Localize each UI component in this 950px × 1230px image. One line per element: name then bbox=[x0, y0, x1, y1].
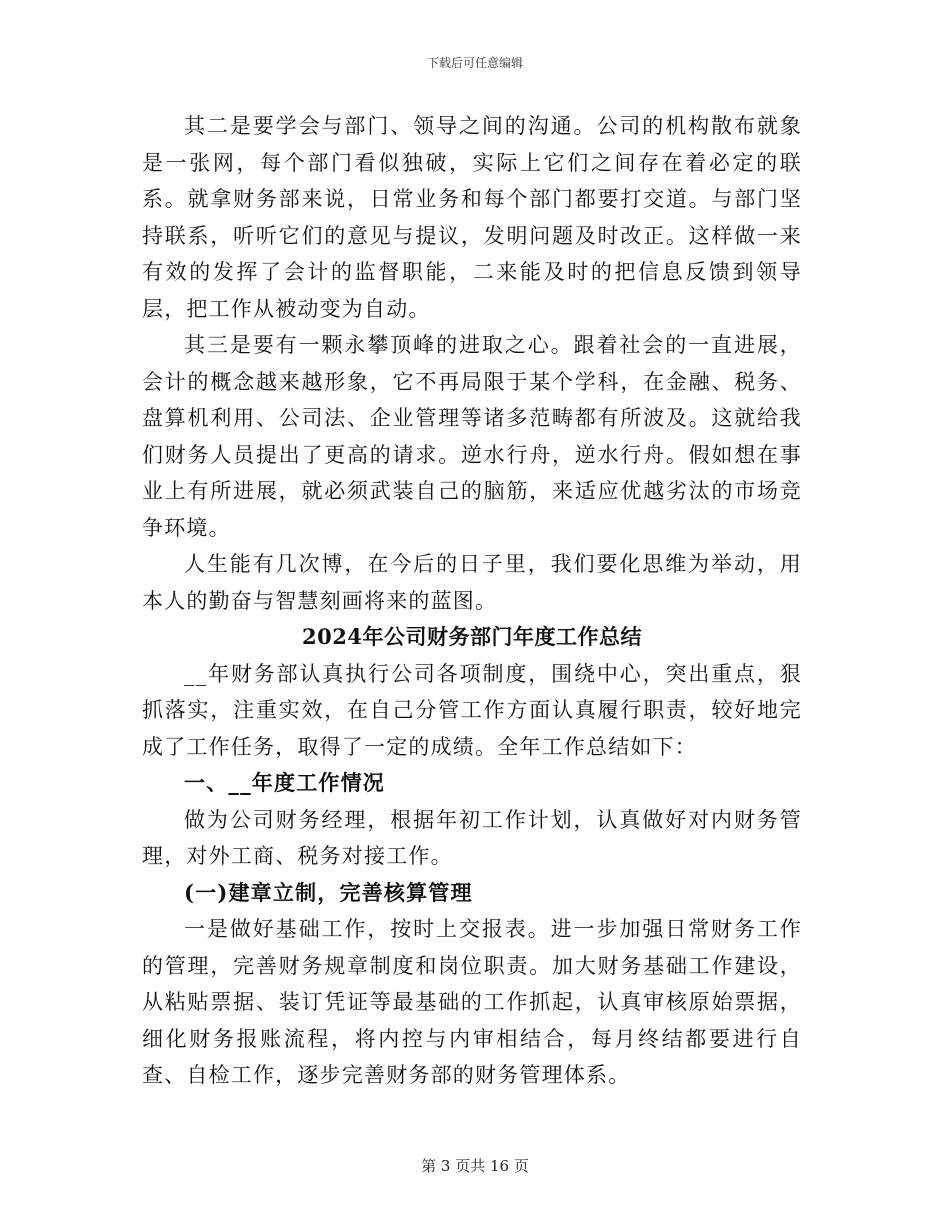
paragraph: 一是做好基础工作，按时上交报表。进一步加强日常财务工作的管理，完善财务规章制度和岗位职责。加大财务基础工作建设，从粘贴票据、装订凭证等最基础的工作抓起，认真审核原始票据，细化财务报账流程，将内控与内审相结合，每月终结都要进行自查、自检工作，逐步完善财务部的财务管理体系。 bbox=[142, 917, 802, 1087]
paragraph: __年财务部认真执行公司各项制度，围绕中心，突出重点，狠抓落实，注重实效，在自己分管工作方面认真履行职责，较好地完成了工作任务，取得了一定的成绩。全年工作总结如下： bbox=[142, 661, 802, 759]
paragraph: 人生能有几次博，在今后的日子里，我们要化思维为举动，用本人的勤奋与智慧刻画将来的蓝图。 bbox=[142, 552, 802, 613]
page-footer: 第 3 页共 16 页 bbox=[421, 1157, 529, 1175]
page-header: 下载后可任意编辑 bbox=[426, 56, 523, 70]
paragraph: 做为公司财务经理，根据年初工作计划，认真做好对内财务管理，对外工商、税务对接工作。 bbox=[142, 807, 802, 868]
subsection-heading: (一)建章立制，完善核算管理 bbox=[184, 879, 473, 905]
paragraph: 其二是要学会与部门、领导之间的沟通。公司的机构散布就象是一张网，每个部门看似独破，实际上它们之间存在着必定的联系。就拿财务部来说，日常业务和每个部门都要打交道。与部门坚持联系，听听它们的意见与提议，发明问题及时改正。这样做一来有效的发挥了会计的监督职能，二来能及时的把信息反馈到领导层，把工作从被动变为自动。 bbox=[142, 114, 802, 321]
paragraph: 其三是要有一颗永攀顶峰的进取之心。跟着社会的一直进展，会计的概念越来越形象，它不再局限于某个学科，在金融、税务、盘算机利用、公司法、企业管理等诸多范畴都有所波及。这就给我们财务人员提出了更高的请求。逆水行舟，逆水行舟。假如想在事业上有所进展，就必须武装自己的脑筋，来适应优越劣汰的市场竞争环境。 bbox=[142, 333, 802, 540]
section-heading: 一、__年度工作情况 bbox=[184, 770, 385, 795]
document-body bbox=[142, 108, 802, 1094]
document-title: 2024年公司财务部门年度工作总结 bbox=[302, 624, 642, 649]
